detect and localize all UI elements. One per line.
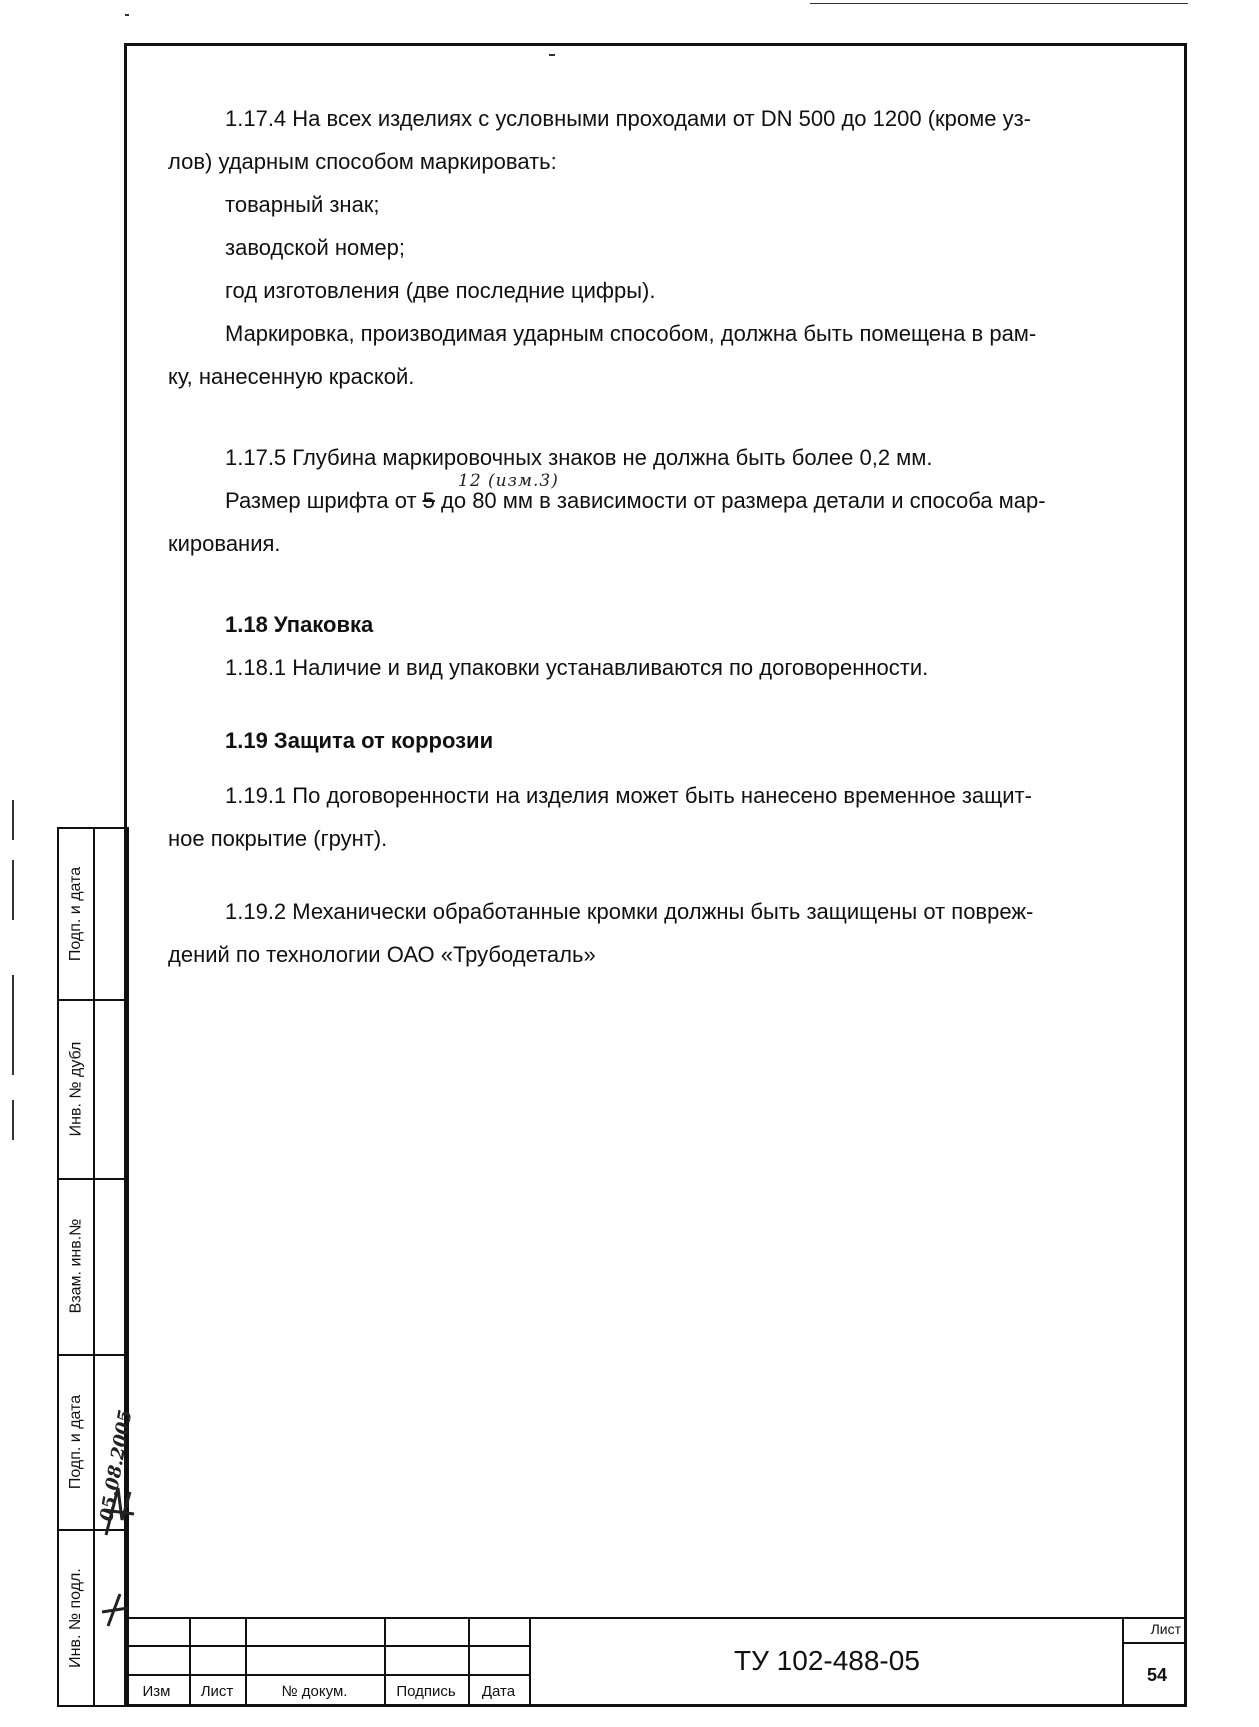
handwritten-date: 05.08.2005 bbox=[95, 1407, 137, 1523]
paragraph-1-19-1-cont: ное покрытие (грунт). bbox=[168, 826, 388, 851]
paragraph-marking-cont: ку, нанесенную краской. bbox=[168, 364, 415, 389]
top-rule bbox=[810, 3, 1188, 4]
margin-tick bbox=[12, 800, 14, 840]
struck-value: 5 bbox=[422, 488, 435, 513]
col-podpis: Подпись bbox=[396, 1682, 456, 1700]
paragraph-1-19-2: 1.19.2 Механически обработанные кромки должны быть защищены от повреж- bbox=[225, 899, 1034, 924]
paragraph-1-18-1: 1.18.1 Наличие и вид упаковки устанавливаются по договоренности. bbox=[225, 655, 929, 680]
margin-tick bbox=[12, 1100, 14, 1140]
paragraph-1-17-4-cont: лов) ударным способом маркировать: bbox=[168, 149, 557, 174]
signature-scribble-icon bbox=[100, 1480, 138, 1545]
title-block bbox=[124, 1617, 1187, 1707]
paragraph-font-size-cont: кирования. bbox=[168, 531, 281, 556]
label-inv-podl: Инв. № подл. bbox=[67, 1568, 85, 1668]
margin-tick bbox=[12, 860, 14, 920]
list-item-serial: заводской номер; bbox=[225, 235, 405, 260]
col-dokum: № докум. bbox=[281, 1682, 348, 1700]
col-data: Дата bbox=[481, 1682, 516, 1700]
document-body bbox=[168, 97, 1168, 976]
paragraph-1-17-5: 1.17.5 Глубина маркировочных знаков не должна быть более 0,2 мм. bbox=[225, 445, 933, 470]
document-number: ТУ 102-488-05 bbox=[734, 1645, 920, 1676]
label-vzam-inv: Взам. инв.№ bbox=[67, 1218, 84, 1314]
heading-1-18: 1.18 Упаковка bbox=[225, 612, 374, 637]
sheet-number: 54 bbox=[1146, 1665, 1167, 1685]
list-item-year: год изготовления (две последние цифры). bbox=[225, 278, 656, 303]
paragraph-1-17-4: 1.17.4 На всех изделиях с условными проходами от DN 500 до 1200 (кроме уз- bbox=[225, 106, 1031, 131]
label-podp-data-2: Подп. и дата bbox=[67, 1394, 84, 1489]
label-inv-dubl: Инв. № дубл bbox=[67, 1041, 85, 1136]
handwritten-correction: 12 (изм.3) bbox=[458, 471, 559, 491]
paragraph-font-size: Размер шрифта от 5 до 80 мм в зависимости от размера детали и способа мар- bbox=[225, 488, 1046, 513]
paragraph-1-19-2-cont: дений по технологии ОАО «Трубодеталь» bbox=[168, 942, 596, 967]
margin-tick bbox=[12, 975, 14, 1075]
list-item-trademark: товарный знак; bbox=[225, 192, 380, 217]
heading-1-19: 1.19 Защита от коррозии bbox=[225, 728, 494, 753]
scan-speck bbox=[125, 14, 129, 16]
paragraph-marking: Маркировка, производимая ударным способом, должна быть помещена в рам- bbox=[225, 321, 1037, 346]
side-stamp bbox=[57, 827, 129, 1707]
col-izm: Изм bbox=[142, 1682, 171, 1700]
paragraph-1-19-1: 1.19.1 По договоренности на изделия может быть нанесено временное защит- bbox=[225, 783, 1032, 808]
col-list: Лист bbox=[200, 1682, 234, 1700]
label-podp-data-1: Подп. и дата bbox=[67, 866, 84, 962]
sheet-label: Лист bbox=[1150, 1621, 1181, 1637]
